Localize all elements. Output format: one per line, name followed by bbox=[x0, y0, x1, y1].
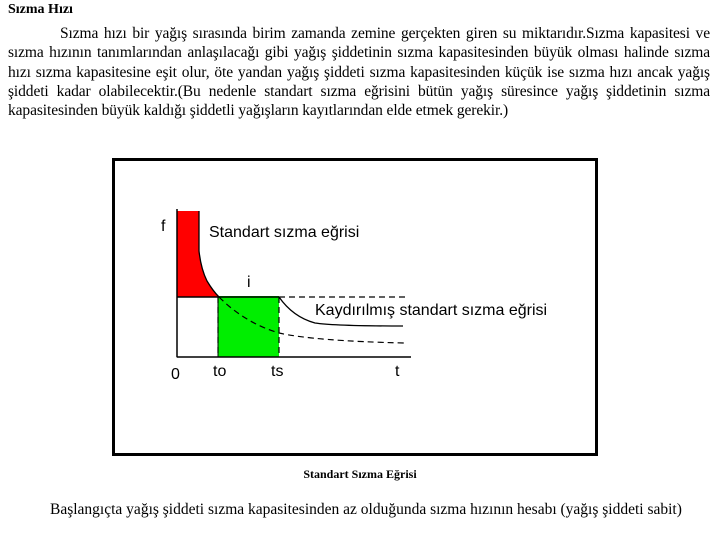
label-t: t bbox=[395, 363, 400, 380]
infiltration-diagram bbox=[115, 161, 595, 453]
label-f: f bbox=[161, 218, 166, 235]
figure-caption: Standart Sızma Eğrisi bbox=[303, 467, 417, 481]
label-to: to bbox=[213, 363, 227, 380]
body-paragraph: Sızma hızı bir yağış sırasında birim zamanda zemine gerçekten giren su miktarıdır.Sızma kapasitesi ve sızma hızının tanımlarından anlaşılacağı gibi yağış şiddetinin sızma kapasitesinden büyük olması halinde sızma hızı sızma kapasitesine eşit olur, öte yandan yağış şiddeti sızma kapasitesinden küçük ise sızma hızı ancak yağış şiddeti kadar olabilecektir.(Bu nedenle standart sızma eğrisini bütün yağış süresince yağış şiddetinin sızma kapasitesinden büyük kaldığı şiddetli yağışların kayıtlarından elde etmek gerekir.) bbox=[8, 25, 710, 120]
label-shifted-curve: Kaydırılmış standart sızma eğrisi bbox=[315, 302, 548, 319]
label-i: i bbox=[247, 274, 251, 291]
rain-below-capacity-area bbox=[177, 297, 218, 357]
bottom-paragraph: Başlangıçta yağış şiddeti sızma kapasitesinden az olduğunda sızma hızının hesabı (yağış şiddeti sabit) bbox=[50, 501, 682, 518]
label-standard-curve: Standart sızma eğrisi bbox=[209, 224, 360, 241]
figure-frame bbox=[112, 158, 598, 456]
label-ts: ts bbox=[271, 363, 284, 380]
label-origin: 0 bbox=[171, 366, 180, 383]
section-heading: Sızma Hızı bbox=[8, 2, 73, 17]
